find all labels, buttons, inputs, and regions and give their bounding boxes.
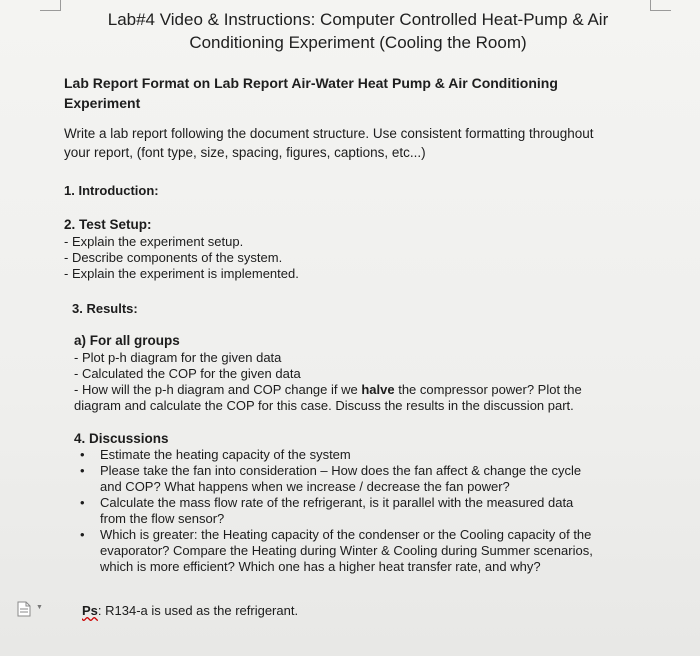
test-setup-item: - Explain the experiment is implemented. <box>64 266 299 281</box>
intro-line-1: Write a lab report following the document structure. Use consistent formatting throughout <box>64 126 594 141</box>
subtitle-line-1: Lab Report Format on Lab Report Air-Water Heat Pump & Air Conditioning <box>64 75 558 91</box>
list-item: • Estimate the heating capacity of the system <box>80 447 351 462</box>
page-corner-mark-right <box>650 0 671 11</box>
ps-label: Ps <box>82 603 98 618</box>
intro-paragraph <box>64 124 644 162</box>
page-corner-mark-left <box>40 0 61 11</box>
list-item: • Which is greater: the Heating capacity of the condenser or the Cooling capacity of the evaporator? Compare the Heating during Winter & Cooling during Summer scenarios, which is more efficient? Which one has a higher heat transfer rate, and why? <box>80 527 593 574</box>
chevron-down-icon[interactable]: ▼ <box>36 604 43 611</box>
title-line-1: Lab#4 Video & Instructions: Computer Controlled Heat-Pump & Air <box>107 10 609 29</box>
list-item: • Please take the fan into consideration – How does the fan affect & change the cycle and COP? What happens when we increase / decrease the fan power? <box>80 463 582 494</box>
ps-text: : R134-a is used as the refrigerant. <box>97 603 299 618</box>
document-icon[interactable] <box>17 601 31 617</box>
section-introduction-heading: 1. Introduction: <box>64 183 159 198</box>
bullet-icon: • <box>80 447 85 462</box>
report-format-heading <box>64 73 624 113</box>
test-setup-item: - Describe components of the system. <box>64 250 283 265</box>
results-item: - Calculated the COP for the given data <box>74 366 301 381</box>
bullet-icon: • <box>80 463 85 478</box>
document-title <box>78 8 638 54</box>
results-item: - Plot p-h diagram for the given data <box>74 350 282 365</box>
section-discussions <box>74 431 674 575</box>
discussions-list <box>74 447 674 575</box>
section-test-setup <box>64 217 299 282</box>
discussions-heading: 4. Discussions <box>74 431 169 446</box>
results-group-a <box>74 333 674 414</box>
ps-note <box>82 603 298 618</box>
halve-question-line-2: diagram and calculate the COP for this case. Discuss the results in the discussion part. <box>74 398 574 413</box>
list-item: • Calculate the mass flow rate of the refrigerant, is it parallel with the measured data from the flow sensor? <box>80 495 574 526</box>
bullet-icon: • <box>80 527 85 542</box>
results-heading: 3. Results: <box>72 301 138 316</box>
intro-line-2: your report, (font type, size, spacing, figures, captions, etc...) <box>64 145 426 160</box>
subtitle-line-2: Experiment <box>64 95 141 111</box>
test-setup-heading: 2. Test Setup: <box>64 217 152 232</box>
title-line-2: Conditioning Experiment (Cooling the Room) <box>189 33 527 52</box>
test-setup-item: - Explain the experiment setup. <box>64 234 244 249</box>
bullet-icon: • <box>80 495 85 510</box>
all-groups-heading: a) For all groups <box>74 333 180 348</box>
halve-question: - How will the p-h diagram and COP change if we halve the compressor power? Plot the <box>74 382 582 397</box>
